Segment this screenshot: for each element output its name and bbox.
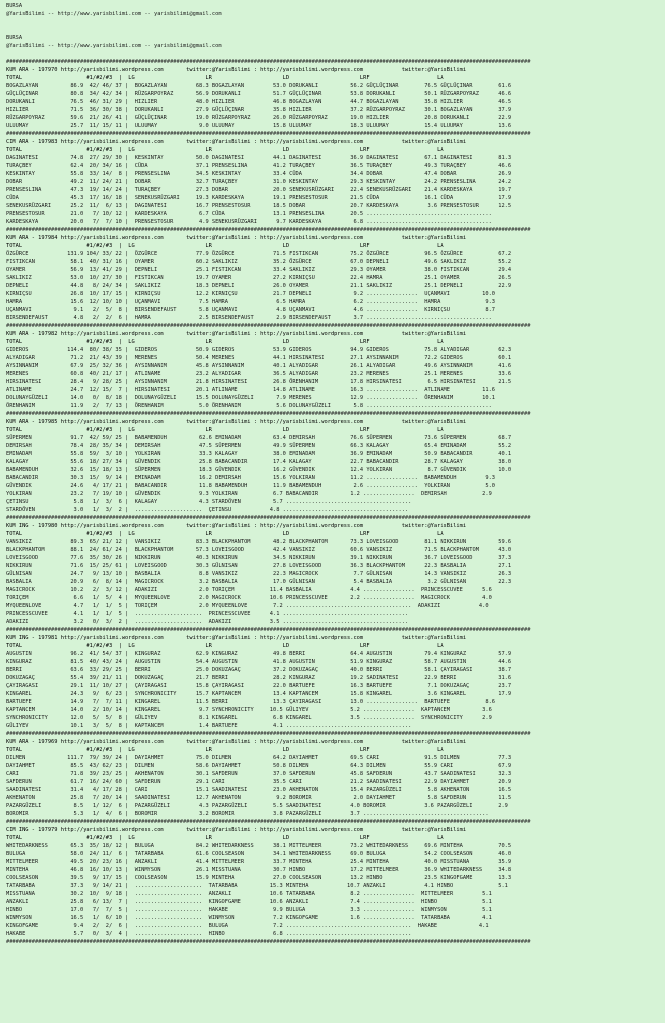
column-header: TOTAL #1/#2/#3 | LG LR LD LRF LA bbox=[6, 531, 444, 537]
result-row: DORUKANLI 76.5 46/ 31/ 29 | HIZLIER 48.0 HIZLIER 46.8 BOGAZLAYAN 44.7 BOGAZLAYAN 35.8 HIZLIER 46.5 bbox=[6, 99, 512, 105]
result-row: KINGAREL 24.3 9/ 6/ 23 | SYNCHRONICITY 15.7 KAPTANCEM 13.4 KAPTANCEM 15.8 KINGAREL 3.6 KINGAREL 17.9 bbox=[6, 691, 512, 697]
result-row: ALYADIGAR 71.2 21/ 43/ 39 | MERENES 50.4 MERENES 44.1 HIRSINATESI 27.1 AYSINNANIM 72.2 GIDEROS 60.1 bbox=[6, 355, 512, 361]
result-row: BULUGA 58.0 24/ 11/ 6 | TATARBABA 61.6 COOLSEASON 34.1 WHITEDARKNESS 69.0 BULUGA 54.2 COOLSEASON 46.0 bbox=[6, 851, 512, 857]
result-row: BABACANDIR 30.3 15/ 9/ 14 | EMINADAM 16.2 DEMIRSAH 15.6 YOLKIRAN 11.2 ................ BABAMENDUH 9.3 bbox=[6, 475, 496, 481]
race-title: KUM ARA - 197969 http://yarisbilimi.wordpress.com twitter:@YarisBilimi : http://yarisbilimi.wordpress.com twitter:@YarisBilimi bbox=[6, 739, 467, 745]
result-row: TURAÇBEY 62.4 20/ 34/ 16 | CÜDA 37.1 PRENSESLINA 41.2 TURAÇBEY 36.5 TURAÇBEY 49.3 TURAÇBEY 46.6 bbox=[6, 163, 512, 169]
result-row: BLACKPHANTOM 88.1 24/ 61/ 24 | BLACKPHANTOM 57.3 LOVEISGOOD 42.4 VANSIKIZ 60.6 VANSIKIZ 71.5 BLACKPHANTOM 43.0 bbox=[6, 547, 512, 553]
separator-line: ################################################################################################################################################################### bbox=[6, 411, 531, 417]
result-row: PRINCESSCUVEE 4.1 1/ 1/ 5 | ..................... PRINCESSCUVEE 4.1 ....................................... bbox=[6, 611, 409, 617]
race-title: CIM ING - 197979 http://yarisbilimi.wordpress.com twitter:@YarisBilimi : http://yarisbilimi.wordpress.com twitter:@YarisBilimi bbox=[6, 827, 467, 833]
result-row: KESKINTAY 55.8 33/ 14/ 8 | PRENSESLINA 34.5 KESKINTAY 33.4 CÜDA 34.4 DOBAR 47.4 DOBAR 26.9 bbox=[6, 171, 512, 177]
result-row: LOVEISGOOD 77.6 35/ 30/ 26 | NIKKIRUN 40.3 NIKKIRUN 34.5 NIKKIRUN 39.1 NIKKIRUN 36.7 LOVEISGOOD 37.3 bbox=[6, 555, 512, 561]
result-row: GÜLIYEV 10.1 3/ 5/ 8 | KAPTANCEM 1.4 BARTUEFE 4.1 ....................................... bbox=[6, 723, 412, 729]
result-row: DEMIRSAH 78.4 28/ 35/ 34 | DEMIRSAH 47.5 SÜPERMEN 49.9 SÜPERMEN 66.3 KALAGAY 65.4 EMINADAM 55.2 bbox=[6, 443, 512, 449]
result-row: HAMRA 15.6 12/ 10/ 10 | UÇANMAVI 7.5 HAMRA 6.5 HAMRA 6.2 ................ HAMRA 9.3 bbox=[6, 299, 496, 305]
result-row: COOLSEASON 39.5 9/ 17/ 15 | COOLSEASON 15.9 MINTEHA 27.0 COOLSEASON 13.2 HINBO 23.5 KINGOFGAME 13.3 bbox=[6, 875, 512, 881]
race-title: KUM ARA - 197970 http://yarisbilimi.wordpress.com twitter:@YarisBilimi : http://yarisbilimi.wordpress.com twitter:@YarisBilimi bbox=[6, 67, 467, 73]
result-row: KALAGAY 55.6 18/ 27/ 34 | GÜVENDIK 25.8 BABACANDIR 17.4 KALAGAY 22.7 BABACANDIR 28.7 KALAGAY 38.0 bbox=[6, 459, 512, 465]
result-row: RÜZGARPOYRAZ 59.6 21/ 26/ 41 | GÜÇLÜÇINAR 19.0 RÜZGARPOYRAZ 26.0 RÜZGARPOYRAZ 19.0 HIZLIER 20.8 DORUKANLI 22.9 bbox=[6, 115, 512, 121]
result-row: ÇAYIRAGASI 29.1 11/ 10/ 27 | ÇAYIRAGASI 15.8 ÇAYIRAGASI 22.0 BARTUEFE 16.3 BARTUEFE 7.1 DOKUZAGAÇ 23.7 bbox=[6, 683, 512, 689]
result-row: ATLINAME 24.7 12/ 15/ 7 | HIRSINATESI 20.1 ATLINAME 14.8 ATLINAME 16.3 ................ ATLINAME 11.6 bbox=[6, 387, 496, 393]
race-title: KUM ARA - 197982 http://yarisbilimi.wordpress.com twitter:@YarisBilimi : http://yarisbilimi.wordpress.com twitter:@YarisBilimi bbox=[6, 331, 467, 337]
column-header: TOTAL #1/#2/#3 | LG LR LD LRF LA bbox=[6, 643, 444, 649]
separator-line: ################################################################################################################################################################### bbox=[6, 819, 531, 825]
result-row: SAFDERUN 61.7 16/ 24/ 60 | SAFDERUN 29.1 CARI 35.5 CARI 21.2 SAADINATESI 22.9 DAYIAHMET 20.9 bbox=[6, 779, 512, 785]
header-line bbox=[6, 18, 665, 26]
result-row: SAADINATESI 31.4 4/ 17/ 28 | CARI 15.1 SAADINATESI 23.0 AKHENATON 15.4 PAZARGÜZELI 5.8 AKHENATON 16.5 bbox=[6, 787, 512, 793]
column-header: TOTAL #1/#2/#3 | LG LR LD LRF LA bbox=[6, 147, 444, 153]
result-row: NIKKIRUN 71.6 15/ 25/ 61 | LOVEISGOOD 30.3 GÜLNISAN 27.8 LOVEISGOOD 36.3 BLACKPHANTOM 22.3 BASBALIA 27.1 bbox=[6, 563, 512, 569]
result-row: DAGINATESI 74.8 27/ 29/ 30 | KESKINTAY 50.0 DAGINATESI 44.1 DAGINATESI 36.9 DAGINATESI 67.1 DAGINATESI 81.3 bbox=[6, 155, 512, 161]
result-row: UÇANMAVI 9.1 2/ 5/ 8 | BIRSENDEFAUST 5.8 UÇANMAVI 4.8 UÇANMAVI 4.6 ................ KIRNIÇSU 8.7 bbox=[6, 307, 496, 313]
header-line bbox=[6, 50, 665, 58]
result-row: MERENES 60.8 40/ 21/ 17 | ATLINAME 23.2 ALYADIGAR 36.5 ALYADIGAR 23.2 MERENES 25.1 MERENES 33.6 bbox=[6, 371, 512, 377]
column-header: TOTAL #1/#2/#3 | LG LR LD LRF LA bbox=[6, 243, 444, 249]
result-row: ÖRENHANIM 11.9 2/ 7/ 13 | ÖRENHANIM 5.0 ÖRENHANIM 5.6 DOLUNAYGÜZELI 5.8 ....................................... bbox=[6, 403, 492, 409]
race-title: CIM ARA - 197983 http://yarisbilimi.wordpress.com twitter:@YarisBilimi : http://yarisbilimi.wordpress.com twitter:@YarisBilimi bbox=[6, 139, 467, 145]
separator-line: ################################################################################################################################################################### bbox=[6, 939, 531, 945]
result-row: ÇETINSU 5.8 1/ 3/ 6 | KALAGAY 4.3 STARDÖVEN 5.7 ....................................... bbox=[6, 499, 412, 505]
race-title: KUM ARA - 197985 http://yarisbilimi.wordpress.com twitter:@YarisBilimi : http://yarisbilimi.wordpress.com twitter:@YarisBilimi bbox=[6, 419, 467, 425]
column-header: TOTAL #1/#2/#3 | LG LR LD LRF LA bbox=[6, 427, 444, 433]
result-row: DOLUNAYGÜZELI 14.0 0/ 8/ 18 | DOLUNAYGÜZELI 15.5 DOLUNAYGÜZELI 7.9 MERENES 12.9 ................ ÖRENHANIM 10.1 bbox=[6, 395, 496, 401]
result-row: HINBO 17.0 7/ 7/ 5 | ..................... HAKABE 9.9 BULUGA 3.3 ................ WINMYSON 5.1 bbox=[6, 907, 492, 913]
separator-line: ################################################################################################################################################################### bbox=[6, 59, 531, 65]
result-row: PRENSESLINA 47.3 19/ 14/ 24 | TURAÇBEY 27.3 DOBAR 20.0 SENEKUSRÜZGARI 22.4 SENEKUSRÜZGARI 21.4 KARDESKAYA 19.7 bbox=[6, 187, 512, 193]
result-row: SÜPERMEN 91.7 42/ 59/ 25 | BABAMENDUH 62.6 EMINADAM 63.4 DEMIRSAH 76.6 SÜPERMEN 73.6 SÜPERMEN 68.7 bbox=[6, 435, 512, 441]
header-line: BURSA bbox=[6, 3, 23, 9]
header-line: BURSA bbox=[6, 35, 23, 41]
result-row: ADAKIZI 3.2 0/ 3/ 2 | ..................... ADAKIZI 3.5 ....................................... bbox=[6, 619, 409, 625]
result-row: CÜDA 45.3 17/ 16/ 18 | SENEKUSRÜZGARI 19.3 KARDESKAYA 19.1 PRENSESTOSUR 21.5 CÜDA 16.1 CÜDA 17.9 bbox=[6, 195, 512, 201]
result-row: CARI 71.8 39/ 23/ 25 | AKHENATON 30.1 SAFDERUN 37.0 SAFDERUN 45.8 SAFDERUN 43.7 SAADINATESI 32.3 bbox=[6, 771, 512, 777]
result-row: DOBAR 49.2 11/ 24/ 21 | DOBAR 32.7 TURAÇBEY 31.0 KESKINTAY 29.3 KESKINTAY 24.2 PRENSESLINA 24.2 bbox=[6, 179, 512, 185]
column-header: TOTAL #1/#2/#3 | LG LR LD LRF LA bbox=[6, 835, 444, 841]
separator-line: ################################################################################################################################################################### bbox=[6, 515, 531, 521]
result-row: MINTEHA 46.8 16/ 10/ 13 | WINMYSON 26.1 MISSTUANA 30.7 HINBO 17.2 MITTELMEER 36.9 WHITEDARKNESS 34.8 bbox=[6, 867, 512, 873]
header-line: @YarisBilimi -- http://www.yarisbilimi.com -- yarisbilimi@gmail.com bbox=[6, 11, 222, 17]
race-title: KUM ING - 197981 http://yarisbilimi.wordpress.com twitter:@YarisBilimi : http://yarisbilimi.wordpress.com twitter:@YarisBilimi bbox=[6, 635, 467, 641]
result-row: SAKLIKIZ 53.0 10/ 27/ 30 | FISTIKCAN 19.7 OYAMER 27.2 KIRNIÇSU 22.4 HAMRA 25.1 OYAMER 26.5 bbox=[6, 275, 512, 281]
result-row: PRENSESTOSUR 21.0 7/ 10/ 12 | KARDESKAYA 6.7 CÜDA 13.1 PRENSESLINA 20.5 ....................................... bbox=[6, 211, 492, 217]
result-row: GÜVENDIK 24.6 4/ 17/ 21 | BABACANDIR 11.8 BABAMENDUH 11.9 BABAMENDUH 2.6 ................ YOLKIRAN 5.0 bbox=[6, 483, 496, 489]
result-row: GIDEROS 114.4 80/ 38/ 35 | GIDEROS 50.9 GIDEROS 53.9 GIDEROS 94.9 GIDEROS 75.8 ALYADIGAR 62.3 bbox=[6, 347, 512, 353]
separator-line: ################################################################################################################################################################### bbox=[6, 227, 531, 233]
column-header: TOTAL #1/#2/#3 | LG LR LD LRF LA bbox=[6, 339, 444, 345]
result-row: BOROMIR 5.3 1/ 4/ 6 | BOROMIR 3.2 BOROMIR 3.8 PAZARGÜZELI 3.7 ....................................... bbox=[6, 811, 489, 817]
result-row: FISTIKCAN 58.1 40/ 31/ 16 | OYAMER 60.2 SAKLIKIZ 35.2 ÖZGÜRCE 67.0 DEPNELI 49.6 SAKLIKIZ 55.2 bbox=[6, 259, 512, 265]
result-row: AYSINNANIM 67.9 25/ 32/ 36 | AYSINNANIM 45.8 AYSINNANIM 40.1 ALYADIGAR 26.1 ALYADIGAR 49.6 AYSINNANIM 41.6 bbox=[6, 363, 512, 369]
result-row: KIRNIÇSU 26.8 10/ 17/ 15 | KIRNIÇSU 12.2 KIRNIÇSU 21.7 DEPNELI 9.2 ................ UÇANMAVI 10.0 bbox=[6, 291, 496, 297]
result-row: MITTELMEER 49.5 20/ 23/ 16 | ANZAKLI 41.4 MITTELMEER 33.7 MINTEHA 25.4 MINTEHA 40.0 MISSTUANA 35.9 bbox=[6, 859, 512, 865]
result-row: AUGUSTIN 96.2 41/ 54/ 37 | KINGURAZ 62.9 KINGURAZ 49.8 BERRI 64.4 AUGUSTIN 79.4 KINGURAZ 57.9 bbox=[6, 651, 512, 657]
result-row: MAGICROCK 10.2 2/ 3/ 12 | ADAKIZI 2.0 TORIÇEM 11.4 BASBALIA 4.4 ................ PRINCESSCUVEE 5.6 bbox=[6, 587, 492, 593]
result-row: GÜÇLÜÇINAR 80.8 34/ 42/ 34 | RÜZGARPOYRAZ 56.9 DORUKANLI 51.7 GÜÇLÜÇINAR 53.8 DORUKANLI 50.1 RÜZGARPOYRAZ 46.6 bbox=[6, 91, 512, 97]
result-row: HIZLIER 71.5 36/ 30/ 38 | DORUKANLI 27.9 GÜÇLÜÇINAR 35.8 HIZLIER 37.2 RÜZGARPOYRAZ 30.1 BOGAZLAYAN 37.9 bbox=[6, 107, 512, 113]
result-row: DAYIAHMET 85.5 43/ 62/ 23 | DILMEN 58.6 DAYIAHMET 50.8 DILMEN 64.3 DILMEN 55.9 CARI 67.9 bbox=[6, 763, 512, 769]
separator-line: ################################################################################################################################################################### bbox=[6, 627, 531, 633]
result-row: DEPNELI 44.8 8/ 24/ 34 | SAKLIKIZ 18.3 DEPNELI 26.0 OYAMER 21.1 SAKLIKIZ 25.1 DEPNELI 22.9 bbox=[6, 283, 512, 289]
result-row: BOGAZLAYAN 86.9 42/ 46/ 37 | BOGAZLAYAN 68.3 BOGAZLAYAN 53.0 DORUKANLI 56.2 GÜÇLÜÇINAR 76.5 GÜÇLÜÇINAR 61.6 bbox=[6, 83, 512, 89]
separator-line: ################################################################################################################################################################### bbox=[6, 131, 531, 137]
result-row: DILMEN 111.7 79/ 39/ 24 | DAYIAHMET 75.0 DILMEN 64.2 DAYIAHMET 69.5 CARI 91.5 DILMEN 77.3 bbox=[6, 755, 512, 761]
result-row: BIRSENDEFAUST 4.8 2/ 2/ 6 | HAMRA 2.5 BIRSENDEFAUST 2.9 BIRSENDEFAUST 3.7 ....................................... bbox=[6, 315, 492, 321]
result-row: KINGURAZ 81.5 40/ 43/ 24 | AUGUSTIN 54.4 AUGUSTIN 41.8 AUGUSTIN 51.9 KINGURAZ 58.7 AUGUSTIN 44.6 bbox=[6, 659, 512, 665]
header-line bbox=[6, 26, 665, 34]
result-row: VANSIKIZ 89.3 65/ 21/ 12 | VANSIKIZ 83.3 BLACKPHANTOM 48.2 BLACKPHANTOM 73.3 LOVEISGOOD 81.1 NIKKIRUN 59.6 bbox=[6, 539, 512, 545]
result-row: WINMYSON 16.5 1/ 6/ 10 | ..................... WINMYSON 7.2 KINGOFGAME 1.6 ................ TATARBABA 4.1 bbox=[6, 915, 492, 921]
result-row: KINGOFGAME 9.4 2/ 2/ 6 | ..................... BULUGA 7.2 ....................................... HAKABE 4.1 bbox=[6, 923, 489, 929]
result-row: YOLKIRAN 23.2 7/ 19/ 10 | GÜVENDIK 9.3 YOLKIRAN 6.7 BABACANDIR 1.2 ................ DEMIRSAH 2.9 bbox=[6, 491, 492, 497]
column-header: TOTAL #1/#2/#3 | LG LR LD LRF LA bbox=[6, 747, 444, 753]
result-row: GÜLNISAN 24.7 9/ 13/ 10 | BASBALIA 8.8 VANSIKIZ 22.3 MAGICROCK 7.7 GÜLNISAN 14.3 VANSIKIZ 26.3 bbox=[6, 571, 512, 577]
race-title: KUM ING - 197980 http://yarisbilimi.wordpress.com twitter:@YarisBilimi : http://yarisbilimi.wordpress.com twitter:@YarisBilimi bbox=[6, 523, 467, 529]
result-row: MISSTUANA 30.2 10/ 9/ 18 | ..................... ANZAKLI 10.6 TATARBABA 8.2 ................ MITTELMEER 5.1 bbox=[6, 891, 492, 897]
separator-line: ################################################################################################################################################################### bbox=[6, 731, 531, 737]
result-row: STARDÖVEN 3.0 1/ 3/ 2 | ..................... ÇETINSU 4.8 ....................................... bbox=[6, 507, 409, 513]
result-row: MYQUEENLOVE 4.7 1/ 1/ 5 | TORIÇEM 2.0 MYQUEENLOVE 7.2 ....................................... ADAKIZI 4.0 bbox=[6, 603, 489, 609]
result-row: ULUUMAY 25.7 11/ 15/ 11 | ULUUMAY 9.0 ULUUMAY 15.8 ULUUMAY 18.3 ULUUMAY 15.4 ULUUMAY 13.6 bbox=[6, 123, 512, 129]
result-row: BERRI 63.6 33/ 29/ 25 | BERRI 25.0 DOKUZAGAÇ 37.2 DOKUZAGAÇ 40.0 BERRI 58.1 ÇAYIRAGASI 38.7 bbox=[6, 667, 512, 673]
result-row: HIRSINATESI 28.4 9/ 28/ 25 | AYSINNANIM 21.8 HIRSINATESI 26.8 ÖRENHANIM 17.8 HIRSINATESI 6.5 HIRSINATESI 21.5 bbox=[6, 379, 512, 385]
result-row: HAKABE 5.7 0/ 3/ 4 | ..................... HINBO 6.8 ....................................... bbox=[6, 931, 412, 937]
result-row: AKHENATON 25.8 7/ 20/ 14 | SAADINATESI 12.7 AKHENATON 9.2 BOROMIR 2.0 DAYIAHMET 5.8 SAFDERUN 11.5 bbox=[6, 795, 512, 801]
result-row: BASBALIA 20.9 6/ 8/ 14 | MAGICROCK 3.2 BASBALIA 17.0 GÜLNISAN 5.4 BASBALIA 3.2 GÜLNISAN 22.3 bbox=[6, 579, 512, 585]
result-row: KARDESKAYA 20.0 7/ 7/ 10 | PRENSESTOSUR 4.9 SENEKUSRÜZGARI 9.7 KARDESKAYA 6.8 ....................................... bbox=[6, 219, 492, 225]
result-row: OYAMER 56.9 13/ 41/ 29 | DEPNELI 25.1 FISTIKCAN 33.4 SAKLIKIZ 29.3 OYAMER 38.0 FISTIKCAN 29.4 bbox=[6, 267, 512, 273]
result-row: SENEKUSRÜZGARI 25.2 11/ 6/ 13 | DAGINATESI 16.7 PRENSESTOSUR 18.5 DOBAR 20.7 KARDESKAYA 3.6 PRENSESTOSUR 12.5 bbox=[6, 203, 512, 209]
result-row: DOKUZAGAÇ 55.4 39/ 21/ 11 | DOKUZAGAÇ 21.7 BERRI 28.2 KINGURAZ 19.2 SADINATESI 22.9 BERRI 31.6 bbox=[6, 675, 512, 681]
result-row: ÖZGÜRCE 131.9 104/ 33/ 22 | ÖZGÜRCE 77.9 ÖZGÜRCE 71.5 FISTIKCAN 75.2 ÖZGÜRCE 96.5 ÖZGÜRCE 67.2 bbox=[6, 251, 512, 257]
race-title: KUM ARA - 197984 http://yarisbilimi.wordpress.com twitter:@YarisBilimi : http://yarisbilimi.wordpress.com twitter:@YarisBilimi bbox=[6, 235, 467, 241]
result-row: BARTUEFE 14.9 7/ 7/ 11 | KINGAREL 11.5 BERRI 13.3 ÇAYIRAGASI 13.0 ................ BARTUEFE 8.6 bbox=[6, 699, 496, 705]
result-row: PAZARGÜZELI 8.5 1/ 12/ 6 | PAZARGÜZELI 4.3 PAZARGÜZELI 5.5 SAADINATESI 4.0 BOROMIR 3.6 PAZARGÜZELI 2.9 bbox=[6, 803, 508, 809]
result-row: TATARBABA 37.3 9/ 14/ 21 | ..................... TATARBABA 15.3 MINTEHA 10.7 ANZAKLI 4.1 HINBO 5.1 bbox=[6, 883, 508, 889]
header-line: @YarisBilimi -- http://www.yarisbilimi.com -- yarisbilimi@gmail.com bbox=[6, 43, 222, 49]
result-row: BABAMENDUH 32.6 15/ 18/ 13 | SÜPERMEN 18.3 GÜVENDIK 16.2 GÜVENDIK 12.4 YOLKIRAN 8.7 GÜVENDIK 10.0 bbox=[6, 467, 512, 473]
result-row: WHITEDARKNESS 65.3 35/ 18/ 12 | BULUGA 84.2 WHITEDARKNESS 38.1 MITTELMEER 73.2 WHITEDARKNESS 69.6 MINTEHA 70.5 bbox=[6, 843, 512, 849]
column-header: TOTAL #1/#2/#3 | LG LR LD LRF LA bbox=[6, 75, 444, 81]
result-row: ANZAKLI 25.8 6/ 13/ 7 | ..................... KINGOFGAME 10.6 ANZAKLI 7.4 ................ HINBO 5.1 bbox=[6, 899, 492, 905]
result-row: TORIÇEM 6.6 1/ 5/ 4 | MYQUEENLOVE 2.0 MAGICROCK 10.6 PRINCESSCUVEE 2.2 ................ MAGICROCK 4.0 bbox=[6, 595, 492, 601]
result-row: EMINADAM 55.8 59/ 3/ 10 | YOLKIRAN 33.3 KALAGAY 38.0 EMINADAM 36.9 EMINADAM 50.9 BABACANDIR 40.1 bbox=[6, 451, 512, 457]
result-row: SYNCHRONICITY 12.0 5/ 5/ 8 | GÜLIYEV 8.1 KINGAREL 6.8 KINGAREL 3.5 ................ SYNCHRONICITY 2.9 bbox=[6, 715, 492, 721]
separator-line: ################################################################################################################################################################### bbox=[6, 323, 531, 329]
result-row: KAPTANCEM 14.0 2/ 10/ 14 | KINGAREL 9.7 SYNCHRONICITY 10.5 GÜLIYEV 5.2 ................ KAPTANCEM 3.6 bbox=[6, 707, 492, 713]
